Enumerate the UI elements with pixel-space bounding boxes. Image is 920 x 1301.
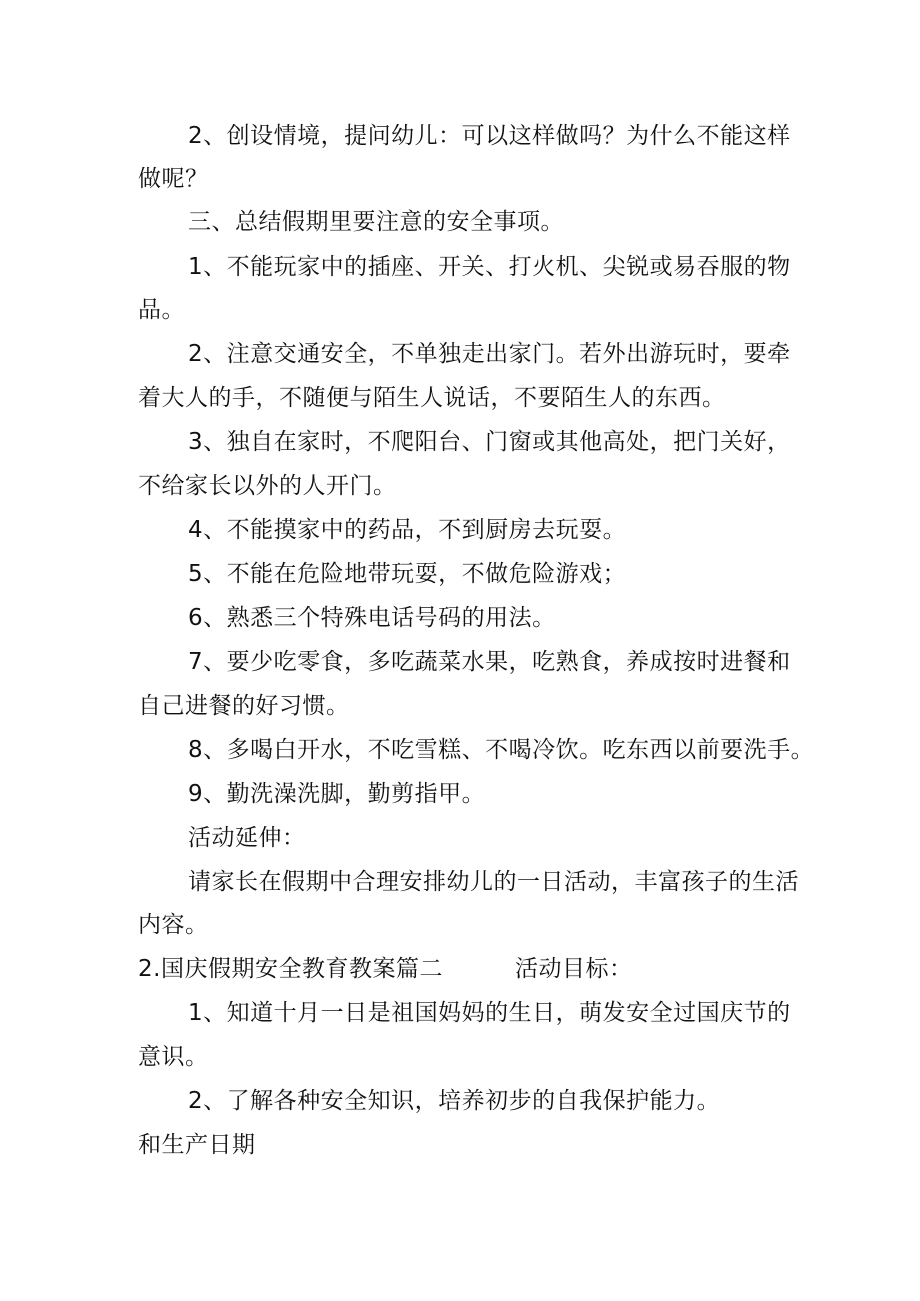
text-line: 8、多喝白开水，不吃雪糕、不喝冷饮。吃东西以前要洗手。	[188, 737, 815, 763]
text-line: 自己进餐的好习惯。	[138, 693, 350, 719]
text-line: 7、要少吃零食，多吃蔬菜水果，吃熟食，养成按时进餐和	[188, 649, 791, 675]
section-heading: 三、总结假期里要注意的安全事项。	[188, 209, 564, 235]
text-line: 不给家长以外的人开门。	[138, 473, 397, 499]
section-heading: 活动目标：	[515, 956, 633, 982]
text-line: 1、知道十月一日是祖国妈妈的生日，萌发安全过国庆节的	[188, 1000, 791, 1026]
text-line: 1、不能玩家中的插座、开关、打火机、尖锐或易吞服的物	[188, 254, 791, 280]
text-line: 内容。	[138, 912, 209, 938]
text-line: 2、注意交通安全，不单独走出家门。若外出游玩时，要牵	[188, 341, 791, 367]
text-line: 9、勤洗澡洗脚，勤剪指甲。	[188, 781, 486, 807]
text-line: 请家长在假期中合理安排幼儿的一日活动，丰富孩子的生活	[188, 869, 799, 895]
text-line: 3、独自在家时，不爬阳台、门窗或其他高处，把门关好，	[188, 429, 791, 455]
text-line: 意识。	[138, 1044, 209, 1070]
text-line: 着大人的手，不随便与陌生人说话，不要陌生人的东西。	[138, 385, 726, 411]
section-heading: 活动延伸：	[188, 825, 306, 851]
text-line: 6、熟悉三个特殊电话号码的用法。	[188, 605, 556, 631]
text-line: 2、创设情境，提问幼儿：可以这样做吗？为什么不能这样	[188, 123, 791, 149]
text-line: 5、不能在危险地带玩耍，不做危险游戏；	[188, 561, 627, 587]
text-line: 4、不能摸家中的药品，不到厨房去玩耍。	[188, 517, 627, 543]
article-title: 2.国庆假期安全教育教案篇二	[138, 956, 443, 982]
text-line: 做呢？	[138, 166, 209, 192]
text-line: 和生产日期	[138, 1132, 256, 1158]
text-line: 2、了解各种安全知识，培养初步的自我保护能力。	[188, 1088, 721, 1114]
text-line: 品。	[138, 297, 185, 323]
